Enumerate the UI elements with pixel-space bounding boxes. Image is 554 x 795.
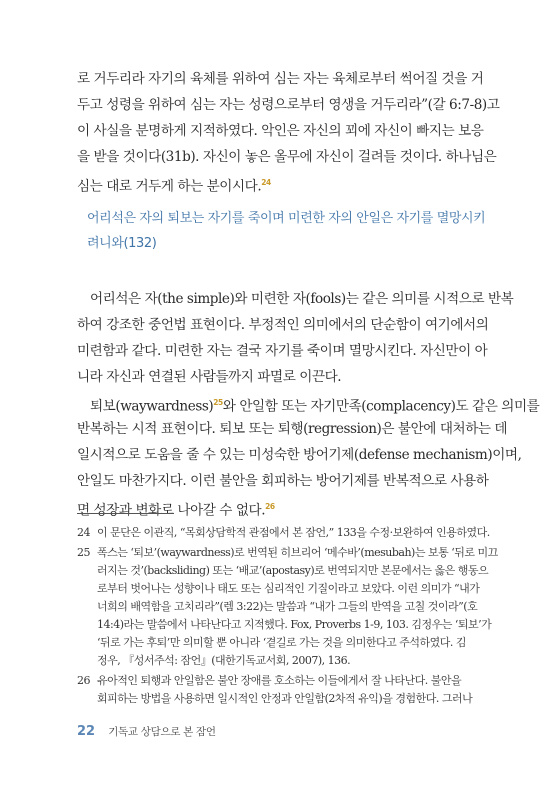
footnote-divider [77,513,174,514]
text-line: 하여 강조한 중언법 표현이다. 부정적인 의미에서의 단순함이 여기에서의 [77,317,489,333]
text-line [77,494,474,520]
footnote-line: ‘뒤로 가는 후퇴’만 의미할 뿐 아니라 ‘곁길로 가는 것을 의미한다고 주석하였다. 김 [97,636,466,649]
footnote-text: 유아적인 퇴행과 안일함은 불안 장애를 호소하는 이들에게서 잘 나타난다. 불안을 [97,674,462,687]
text-line: 을 받을 것이다(31b). 자신이 놓은 올무에 자신이 걸려들 것이다. 하나님은 [77,149,497,165]
paragraph-2 [77,286,514,390]
running-title: 기독교 상담으로 본 잠언 [108,726,216,738]
text-line [77,170,474,196]
text-line [77,390,540,416]
text-segment: 퇴보(waywardness) [90,398,214,415]
footnote-line: 14:4)라는 말씀에서 나타난다고 지적했다. Fox, Proverbs 1-9, 103. 김정우는 ‘퇴보’가 [97,618,492,631]
footnote-ref-24: 24 [261,178,271,187]
footnote-number: 24 [77,526,90,539]
footnote-24 [77,524,490,542]
quote-line: 려니와(132) [87,236,157,251]
footnote-ref-26: 26 [265,502,275,511]
text-line: 이 사실을 분명하게 지적하였다. 악인은 자신의 꾀에 자신이 빠지는 보응 [77,123,484,139]
text-line: 미련함과 같다. 미련한 자는 결국 자기를 죽이며 멸망시킨다. 자신만이 아 [77,343,488,359]
footnote-line: 러지는 것’(backsliding) 또는 ‘배교’(apostasy)로 번역되지만 본문에서는 옳은 행동으 [97,564,489,577]
text-line: 반복하는 시적 표현이다. 퇴보 또는 퇴행(regression)은 불안에 대처하는 데 [77,421,508,437]
text-line: 두고 성령을 위하여 심는 자는 성령으로부터 영생을 거두리라”(갈 6:7-8)고 [77,97,500,113]
paragraph-1 [77,66,500,196]
quote-line: 어리석은 자의 퇴보는 자기를 죽이며 미련한 자의 안일은 자기를 멸망시키 [87,211,486,226]
footnote-number: 26 [77,674,90,687]
footnote-26 [77,672,474,708]
footnote-text: 이 문단은 이관직, “목회상담학적 관점에서 본 잠언,” 133을 수정·보완하여 인용하였다. [97,526,490,539]
text-line-content: 심는 대로 거두게 하는 분이시다. [77,178,262,195]
footnote-line: 너희의 배역함을 고치리라”(렘 3:22)는 말씀과 “내가 그들의 반역을 고칠 것이라”(호 [97,600,478,613]
paragraph-3 [77,390,540,520]
footnote-text: 폭스는 ‘퇴보’(waywardness)로 번역된 히브리어 ‘메수바’(mesubah)는 보통 ‘뒤로 미끄 [97,546,498,559]
footnote-line [77,524,490,542]
footnote-line: 로부터 벗어나는 성향이나 태도 또는 심리적인 기질이라고 보았다. 이런 의미가 “내가 [97,582,480,595]
scripture-quote [87,206,486,256]
footnote-number: 25 [77,546,90,559]
footnote-line: 회피하는 방법을 사용하면 일시적인 안정과 안일함(2차적 유익)을 경험한다. 그러나 [97,692,473,705]
text-line: 일시적으로 도움을 줄 수 있는 미성숙한 방어기제(defense mechanism)이며, [77,447,522,463]
footnote-ref-25: 25 [213,398,223,407]
footnote-line [77,544,498,562]
footnote-line [77,672,474,690]
text-segment: 와 안일함 또는 자기만족(complacency)도 같은 의미를 [222,398,540,415]
page-number: 22 [77,724,96,739]
text-line: 로 거두리라 자기의 육체를 위하여 심는 자는 육체로부터 썩어질 것을 거 [77,71,484,87]
text-line: 안일도 마찬가지다. 이런 불안을 회피하는 방어기제를 반복적으로 사용하 [77,473,489,489]
text-line: 어리석은 자(the simple)와 미련한 자(fools)는 같은 의미를 시적으로 반복 [90,291,514,307]
footnote-line: 정우, 『성서주석: 잠언』(대한기독교서회, 2007), 136. [97,654,351,667]
page-footer [77,720,216,740]
text-line-content: 면 성장과 변화로 나아갈 수 없다. [77,502,266,519]
text-line: 니라 자신과 연결된 사람들까지 파멸로 이끈다. [77,369,342,385]
footnote-25 [77,544,498,670]
